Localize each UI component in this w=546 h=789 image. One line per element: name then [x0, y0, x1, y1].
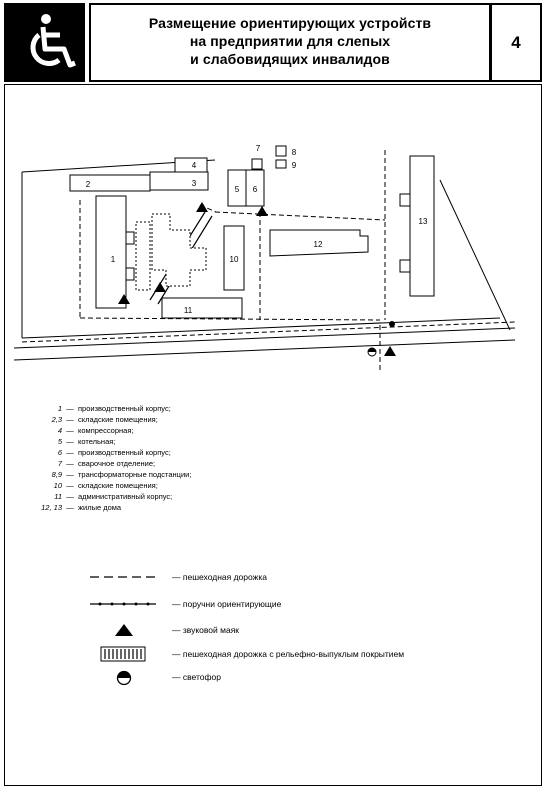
building-11 [162, 298, 242, 318]
label-5: 5 [234, 185, 240, 194]
label-3: 3 [191, 179, 197, 188]
label-6: 6 [252, 185, 258, 194]
building-3 [150, 172, 208, 190]
label-11: 11 [183, 306, 193, 315]
beacon-5 [256, 206, 268, 216]
diagonal-block [152, 214, 206, 286]
building-1 [96, 196, 126, 308]
path-upper [215, 212, 385, 220]
dashed-line-icon [88, 572, 158, 582]
symbol-label: — пешеходная дорожка [172, 572, 267, 582]
symbol-legend [88, 568, 528, 698]
label-2: 2 [85, 180, 91, 189]
handrail-line-icon [88, 599, 158, 609]
sheet-number: 4 [511, 32, 521, 52]
symbol-label: — светофор [172, 672, 221, 682]
label-13: 13 [418, 217, 428, 226]
label-10: 10 [229, 255, 239, 264]
title-line-3: и слабовидящих инвалидов [190, 51, 390, 67]
road-lower-edge [14, 340, 515, 360]
beacon-2 [196, 202, 208, 212]
label-9: 9 [291, 161, 297, 170]
road-upper-edge [14, 328, 515, 348]
building-13 [410, 156, 434, 296]
beacon-3 [154, 282, 166, 292]
triangle-beacon-icon [114, 623, 134, 637]
label-7: 7 [255, 144, 261, 153]
building-2 [70, 175, 150, 191]
title-line-1: Размещение ориентирующих устройств [148, 15, 432, 31]
label-8: 8 [291, 148, 297, 157]
symbol-label: — звуковой маяк [172, 625, 240, 635]
label-1: 1 [110, 255, 116, 264]
beacon-4 [384, 346, 396, 356]
tactile-paving-icon [100, 646, 146, 662]
traffic-light-2 [389, 321, 395, 327]
label-4: 4 [191, 161, 197, 170]
label-12: 12 [313, 240, 323, 249]
symbol-label: — поручни ориентирующие [172, 599, 282, 609]
traffic-light-icon [116, 670, 132, 686]
legend-list: 1 — производственный корпус; 2,3 — складские помещения; 4 — компрессорная; 5 — котельная; 6 — производственный корпус; 7 — сварочное отделение; 8,9 — трансформаторные подстанции; 10 — складские помещения; 11 — административный корпус; 12, 13 — жилые дома [41, 404, 192, 512]
building-7 [252, 159, 262, 169]
title-line-2: на предприятии для слепых [189, 33, 391, 49]
building-9 [276, 160, 286, 168]
building-8 [276, 146, 286, 156]
symbol-label: — пешеходная дорожка с рельефно-выпуклым покрытием [172, 649, 405, 659]
